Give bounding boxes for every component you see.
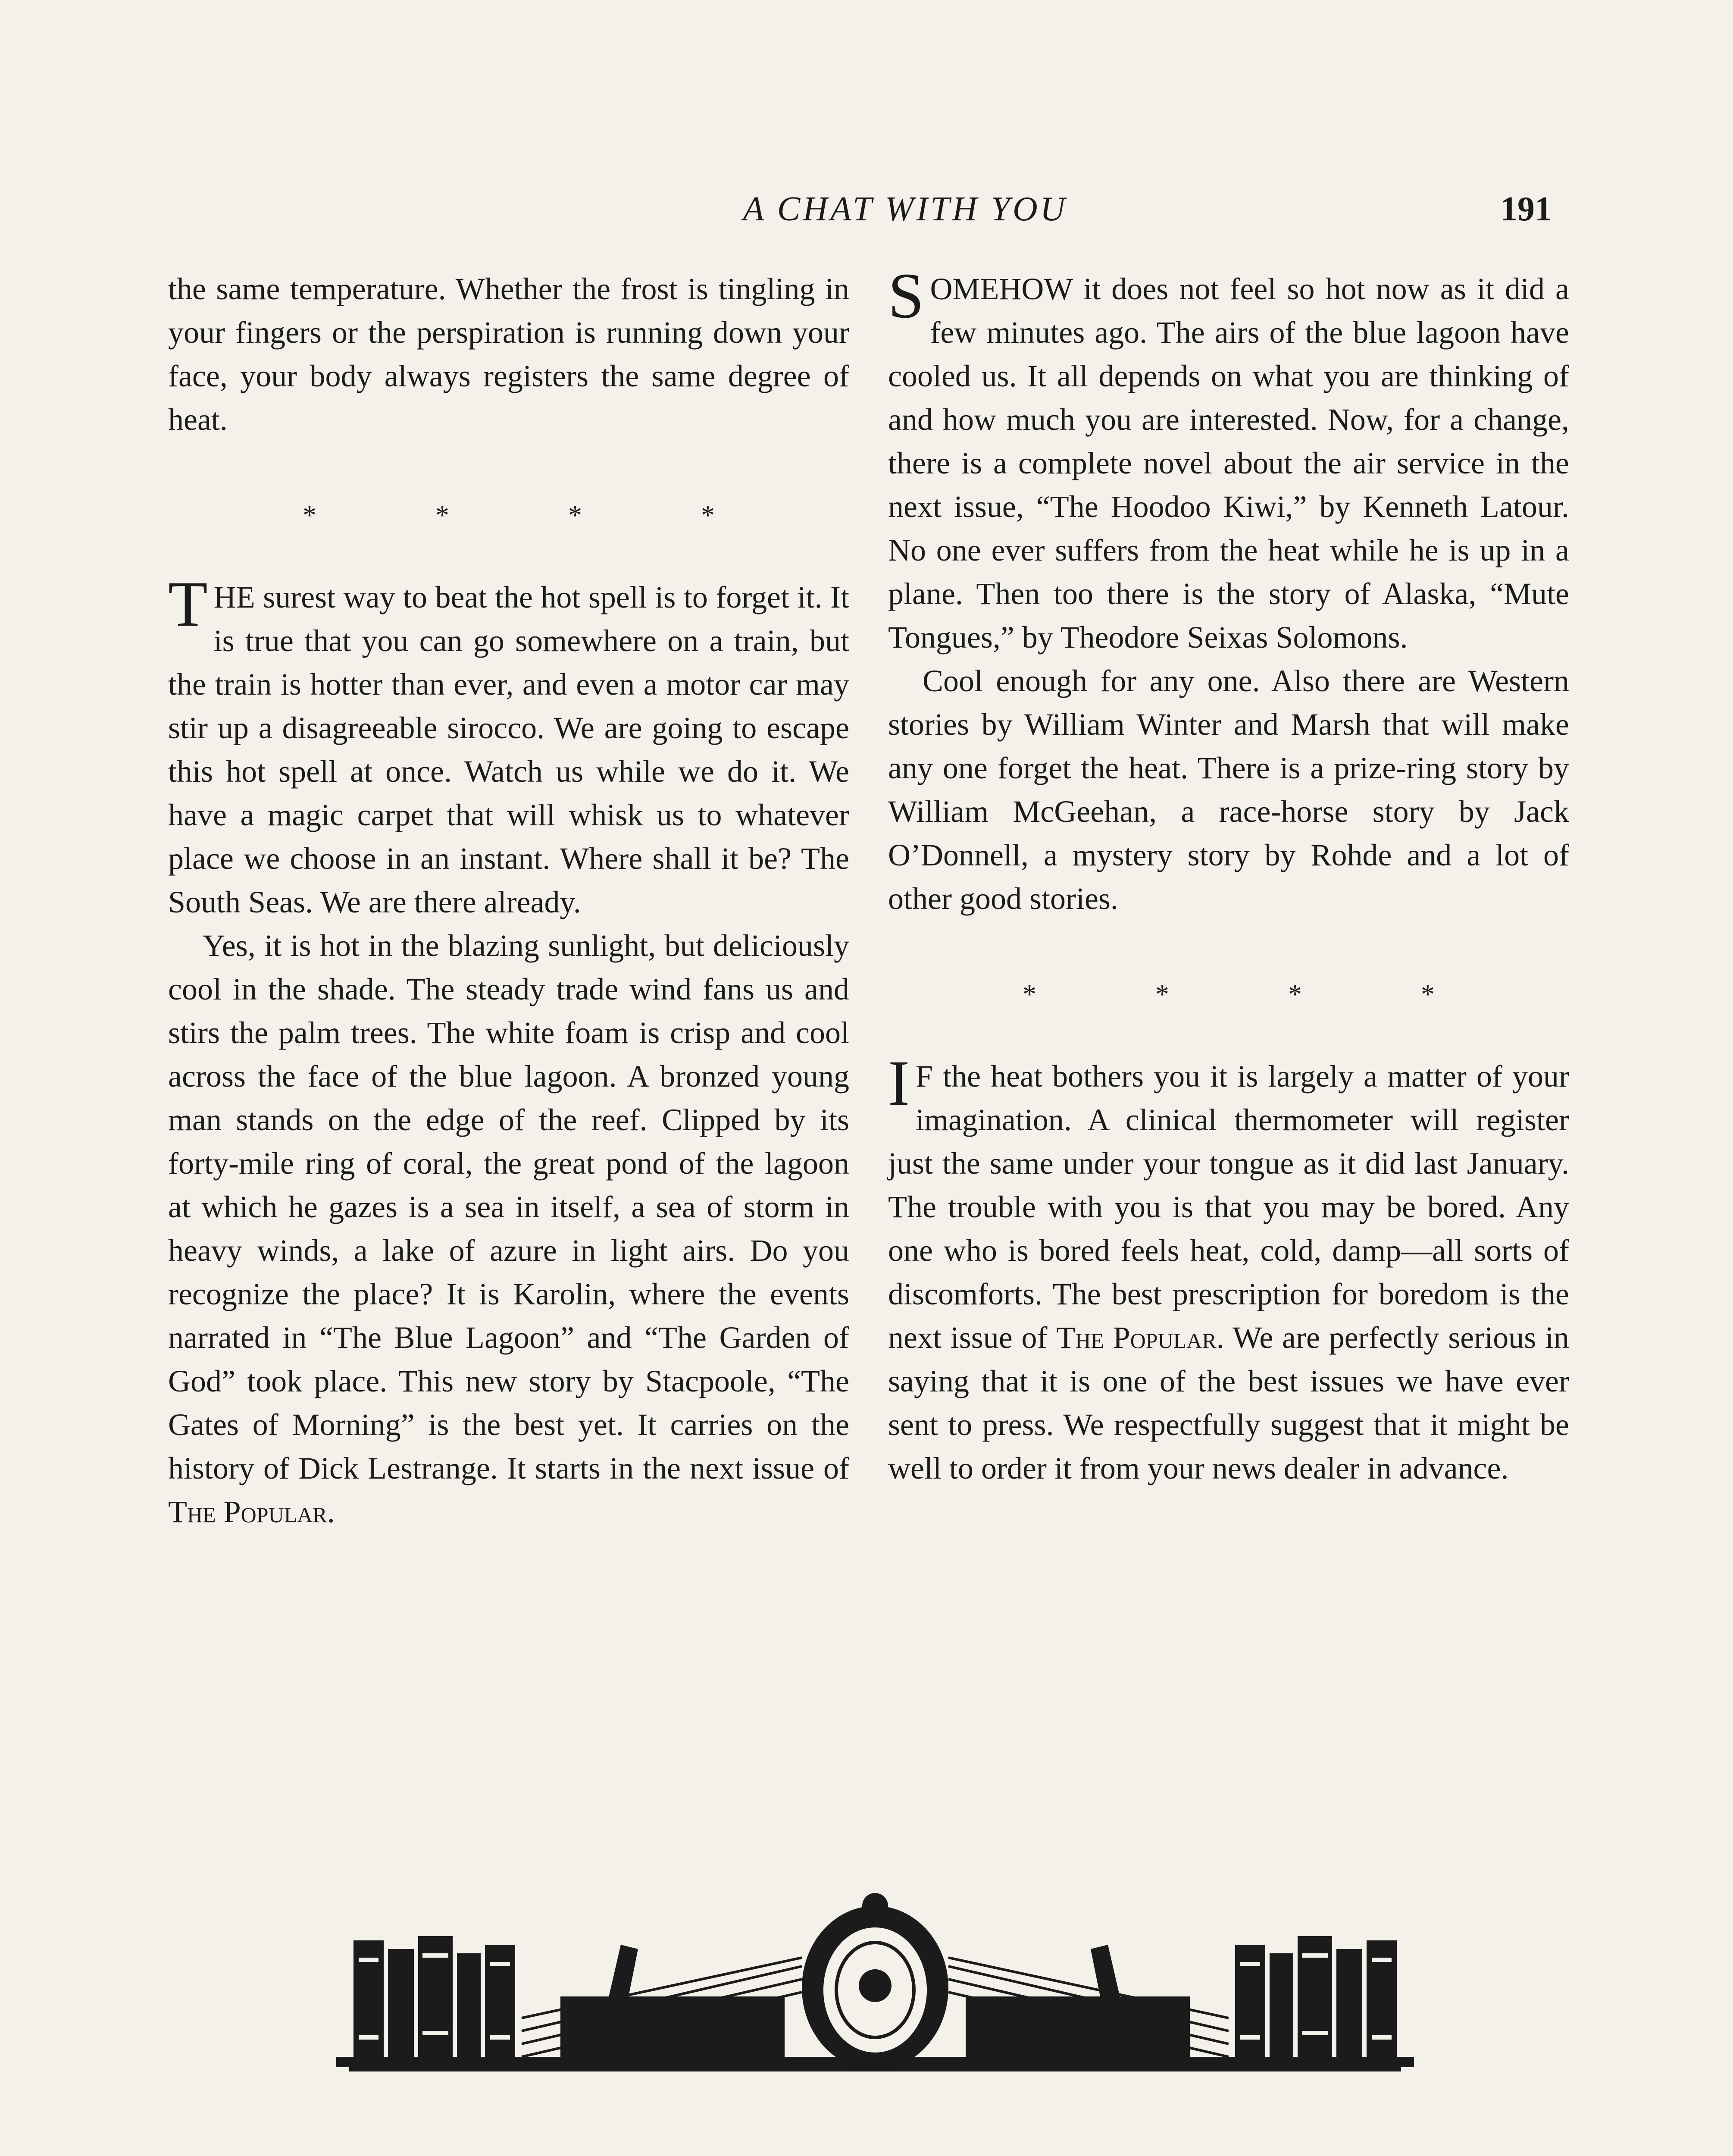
right-column <box>888 260 1570 1490</box>
drop-cap: S <box>888 260 924 332</box>
drop-cap: T <box>168 568 208 640</box>
bookshelf-ornament-icon <box>336 1893 1414 2083</box>
paragraph-south-seas <box>168 924 849 1534</box>
drop-cap: I <box>888 1047 910 1119</box>
paragraph-text: F the heat bothers you it is largely a matter of your imagination. A clinical thermometer will register just the same under your tongue as it did last January. The trouble with you is that you may be bored. Any one who is bored feels heat, cold, damp—all sorts of discomforts. The best prescription for boredom is the next issue of <box>888 1059 1569 1355</box>
section-divider: * * * * <box>1023 979 1491 1009</box>
running-head: A CHAT WITH YOU <box>743 190 1068 228</box>
section-divider: * * * * <box>303 500 771 530</box>
paragraph-somehow <box>888 260 1569 659</box>
paragraph-end: . <box>327 1495 335 1529</box>
paragraph-cool-enough: Cool enough for any one. Also there are Western stories by William Winter and Marsh that will make any one forget the heat. There is a prize-ring story by William McGeehan, a race-horse story by Jack O’Donnell, a mystery story by Rohde and a lot of other good stories. <box>888 664 1569 916</box>
paragraph-text: HE surest way to beat the hot spell is to forget it. It is true that you can go somewhere on a train, but the train is hotter than ever, and even a motor car may stir up a disagreeable sirocco. We are going to escape this hot spell at once. Watch us while we do it. We have a magic carpet that will whisk us to whatever place we choose in an instant. Where shall it be? The South Seas. We are there already. <box>168 580 849 919</box>
page-number: 191 <box>1500 190 1552 228</box>
paragraph-text: Yes, it is hot in the blazing sunlight, but deliciously cool in the shade. The steady trade wind fans us and stirs the palm trees. The white foam is crisp and cool across the face of the blue lagoon. A bronzed young man stands on the edge of the reef. Clipped by its forty-mile ring of coral, the great pond of the lagoon at which he gazes is a sea in itself, a sea of storm in heavy winds, a lake of azure in light airs. Do you recognize the place? It is Karolin, where the events narrated in “The Blue Lagoon” and “The Garden of God” took place. This new story by Stacpoole, “The Gates of Morning” is the best yet. It carries on the history of Dick Lestrange. It starts in the next issue of <box>168 928 849 1485</box>
magazine-name: The Popular <box>1056 1320 1217 1355</box>
paragraph-heat-bothers <box>888 1047 1570 1490</box>
left-column <box>168 267 849 1534</box>
magazine-name: The Popular <box>168 1495 327 1529</box>
paragraph-text: OMEHOW it does not feel so hot now as it did a few minutes ago. The airs of the blue lagoon have cooled us. It all depends on what you are thinking of and how much you are interested. Now, for a change, there is a complete novel about the air service in the next issue, “The Hoodoo Kiwi,” by Kenneth Latour. No one ever suffers from the heat while he is up in a plane. Then too there is the story of Alaska, “Mute Tongues,” by Theodore Seixas Solomons. <box>888 272 1569 655</box>
paragraph-continued: the same temperature. Whether the frost is tingling in your fingers or the perspiration is running down your face, your body always registers the same degree of heat. <box>168 272 849 437</box>
paragraph-hot-spell <box>168 568 849 924</box>
paragraph-text: . We are perfectly serious in saying that it is one of the best issues we have ever sent to press. We respectfully suggest that it might be well to order it from your news dealer in advance. <box>888 1320 1570 1485</box>
